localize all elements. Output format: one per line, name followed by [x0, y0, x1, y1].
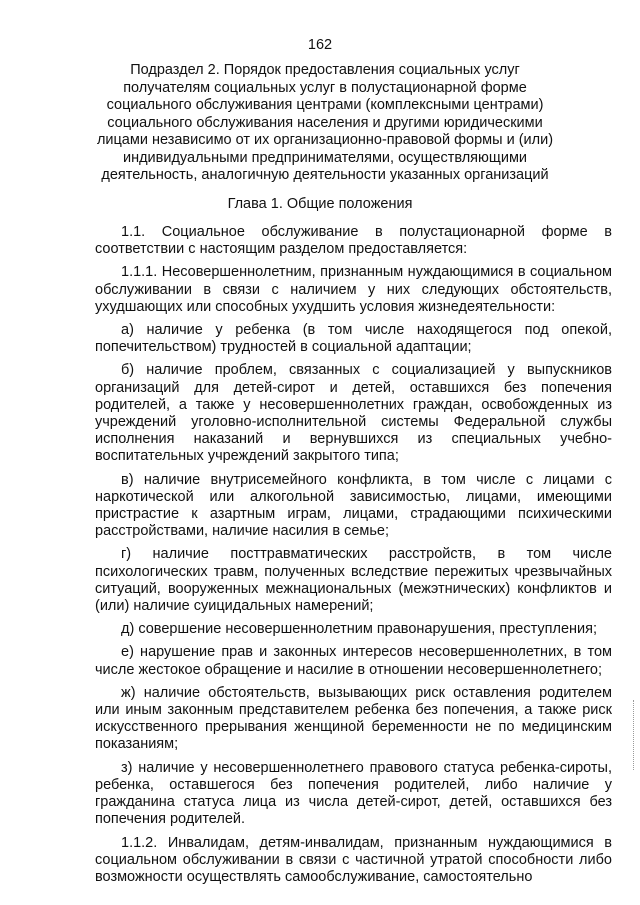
- paragraph-b: б) наличие проблем, связанных с социализацией у выпускников организаций для детей-сирот и детей, оставшихся без попечения родителей, а также у несовершеннолетних граждан, освобожденных из учреждений уголовно-исполнительной системы Федеральной службы исполнения наказаний и вернувшихся из специальных учебно-воспитательных учреждений закрытого типа;: [95, 362, 612, 465]
- paragraph-d: д) совершение несовершеннолетним правонарушения, преступления;: [121, 621, 597, 638]
- chapter-title: Глава 1. Общие положения: [227, 196, 413, 212]
- scan-margin-mark: [632, 700, 634, 770]
- paragraph-zh: ж) наличие обстоятельств, вызывающих риск оставления родителем или иным законным представителем ребенка без попечения, а также риск искусственного прерывания женщиной беременности не по медицинским показаниям;: [95, 684, 612, 753]
- paragraph-e: е) нарушение прав и законных интересов несовершеннолетних, в том числе жестокое обращение и насилие в отношении несовершеннолетнего;: [95, 644, 612, 678]
- subsection-title: Подраздел 2. Порядок предоставления социальных услуг получателям социальных услуг в полустационарной форме социального обслуживания центрами (комплексными центрами) социального обслуживания населения и другими юридическими лицами независимо от их организационно-правовой формы и (или) индивидуальными предпринимателями, осуществляющими деятельность, аналогичную деятельности указанных организаций: [96, 62, 554, 183]
- body-text: [95, 224, 612, 892]
- paragraph-z: з) наличие у несовершеннолетнего правового статуса ребенка-сироты, ребенка, оставшегося без попечения родителей, либо наличие у гражданина статуса лица из числа детей-сирот, детей, оставшихся без попечения родителей.: [95, 759, 612, 828]
- paragraph-g: г) наличие посттравматических расстройств, в том числе психологических травм, полученных вследствие пережитых чрезвычайных ситуаций, вооруженных межнациональных (межэтнических) конфликтов и (или) наличие суицидальных намерений;: [95, 546, 612, 615]
- paragraph-v: в) наличие внутрисемейного конфликта, в том числе с лицами с наркотической или алкогольной зависимостью, лицами, имеющими пристрастие к азартным играм, лицами, страдающими психическими расстройствами, наличие насилия в семье;: [95, 471, 612, 540]
- paragraph-1-1-1: 1.1.1. Несовершеннолетним, признанным нуждающимися в социальном обслуживании в связи с наличием у них следующих обстоятельств, ухудшающих или способных ухудшить условия жизнедеятельности:: [95, 264, 612, 315]
- page-number: 162: [307, 37, 333, 53]
- paragraph-1-1: 1.1. Социальное обслуживание в полустационарной форме в соответствии с настоящим разделом предоставляется:: [95, 224, 612, 258]
- paragraph-1-1-2: 1.1.2. Инвалидам, детям-инвалидам, признанным нуждающимися в социальном обслуживании в связи с частичной утратой способности либо возможности осуществлять самообслуживание, самостоятельно: [95, 834, 612, 885]
- paragraph-a: а) наличие у ребенка (в том числе находящегося под опекой, попечительством) трудностей в социальной адаптации;: [95, 322, 612, 356]
